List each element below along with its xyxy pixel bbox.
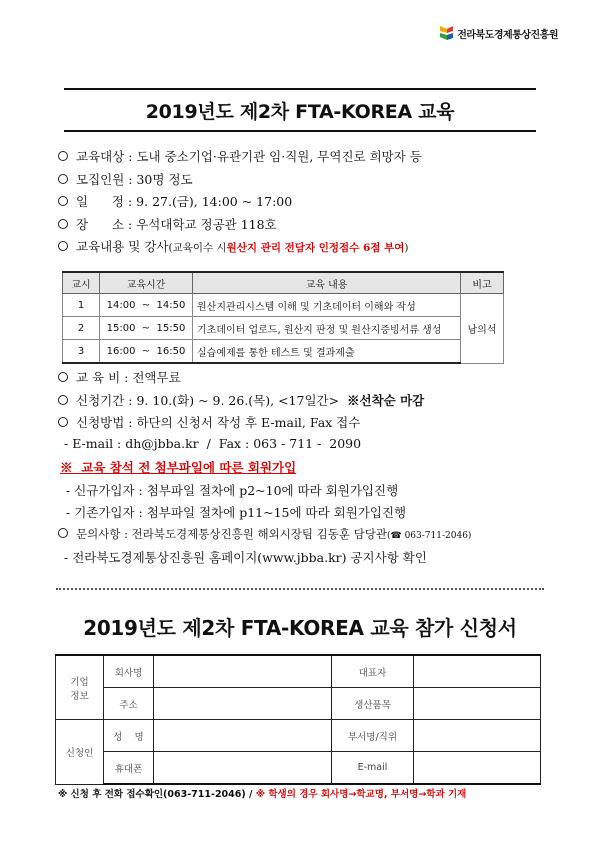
title-rule-bottom <box>64 130 536 132</box>
header-remark: 비고 <box>461 272 504 294</box>
table-row <box>56 720 541 752</box>
date-label: 일 정 <box>76 194 124 209</box>
inquiry-phone: (☎ 063-711-2046) <box>387 530 472 541</box>
name-field[interactable] <box>154 720 332 752</box>
period-cell: 3 <box>63 340 100 364</box>
dotted-divider <box>56 588 544 590</box>
website-row <box>56 548 556 571</box>
dept-field[interactable] <box>414 720 541 752</box>
address-label: 주소 <box>104 688 154 720</box>
first-come-note: ※선착순 마감 <box>347 392 425 408</box>
content-note-suffix: ) <box>404 242 409 254</box>
email-label: E-mail <box>332 752 414 785</box>
header-period: 교시 <box>63 272 100 294</box>
fee-value: 전액무료 <box>132 370 181 385</box>
membership-header-row <box>56 458 556 481</box>
table-row <box>63 294 504 317</box>
method-value: 하단의 신청서 작성 후 E-mail, Fax 접수 <box>136 415 361 430</box>
target-value: 도내 중소기업·유관기관 임·직원, 무역진로 희망자 등 <box>136 149 422 164</box>
bullet-circle-icon <box>58 241 68 251</box>
application-form-table <box>55 654 541 785</box>
target-label: 교육대상 <box>76 149 125 164</box>
mobile-label: 휴대폰 <box>104 752 154 785</box>
existing-member-row <box>56 503 556 526</box>
contact-row <box>56 436 556 459</box>
form-title: 2019년도 제2차 FTA-KOREA 교육 참가 신청서 <box>83 616 517 640</box>
schedule-header-row <box>63 272 504 294</box>
title-block <box>64 88 536 132</box>
time-cell: 16:00 ~ 16:50 <box>100 340 193 364</box>
content-label: 교육내용 및 강사 <box>76 239 169 254</box>
content-cell: 실습예제를 통한 테스트 및 결과제출 <box>193 340 461 364</box>
company-group-line2: 정보 <box>70 690 89 702</box>
footnote <box>58 786 466 800</box>
mobile-field[interactable] <box>154 752 332 785</box>
bullet-circle-icon <box>58 196 68 206</box>
bullet-circle-icon <box>58 417 68 427</box>
place-row: 장 소 : 우석대학교 정공관 118호 <box>56 215 556 238</box>
period-row: 신청기간 : 9. 10.(화) ~ 9. 26.(목), <17일간> ※선착순 마감 <box>56 391 556 414</box>
header-time: 교육시간 <box>100 272 193 294</box>
bullet-circle-icon <box>58 528 68 538</box>
applicant-group-label: 신청인 <box>56 720 104 785</box>
header-content: 교육 내용 <box>193 272 461 294</box>
period-cell: 2 <box>63 317 100 340</box>
inquiry-row: 문의사항 : 전라북도경제통상진흥원 해외시장팀 김동훈 담당관 (☎ 063-711-2046) <box>56 526 556 549</box>
organization-logo <box>438 24 558 42</box>
remark-cell: 남의석 <box>461 294 504 364</box>
company-name-label: 회사명 <box>104 655 154 688</box>
ceo-field[interactable] <box>414 655 541 688</box>
table-row <box>56 688 541 720</box>
logo-mark-icon <box>438 24 454 42</box>
recruit-value: 30명 정도 <box>136 171 193 187</box>
time-cell: 14:00 ~ 14:50 <box>100 294 193 317</box>
fee-row: 교 육 비 : 전액무료 <box>56 368 556 391</box>
schedule-table <box>62 271 504 364</box>
existing-member-text: - 기존가입자 : 첨부파일 절차에 p11~15에 따라 회원가입진행 <box>66 505 407 520</box>
content-note-prefix: (교육이수 시 <box>168 242 227 254</box>
date-value: 9. 27.(금), 14:00 ~ 17:00 <box>136 194 293 209</box>
content-row <box>56 237 556 260</box>
website-notice: - 전라북도경제통상진흥원 홈페이지(www.jbba.kr) 공지사항 확인 <box>64 550 427 565</box>
table-row <box>63 317 504 340</box>
method-row: 신청방법 : 하단의 신청서 작성 후 E-mail, Fax 접수 <box>56 413 556 436</box>
recruit-label: 모집인원 <box>76 171 125 187</box>
company-group-line1: 기업 <box>70 676 89 688</box>
address-field[interactable] <box>154 688 332 720</box>
bullet-circle-icon <box>58 174 68 184</box>
period-value: 9. 10.(화) ~ 9. 26.(목), <17일간> <box>136 392 340 408</box>
logo-text: 전라북도경제통상진흥원 <box>457 29 558 41</box>
production-label: 생산품목 <box>332 688 414 720</box>
new-member-text: - 신규가입자 : 첨부파일 절차에 p2~10에 따라 회원가입진행 <box>66 482 399 498</box>
email-fax-contact: - E-mail : dh@jbba.kr / Fax : 063 - 711 - 2090 <box>64 435 362 451</box>
bullet-circle-icon <box>58 219 68 229</box>
table-row <box>63 340 504 364</box>
email-field[interactable] <box>414 752 541 785</box>
place-value: 우석대학교 정공관 118호 <box>136 216 277 232</box>
content-note-highlight: 원산지 관리 전담자 인정점수 6점 부여 <box>226 242 405 254</box>
company-group-label <box>56 655 104 720</box>
name-label: 성 명 <box>104 720 154 752</box>
time-cell: 15:00 ~ 15:50 <box>100 317 193 340</box>
place-label: 장 소 <box>76 216 124 232</box>
method-label: 신청방법 <box>76 415 125 430</box>
recruit-row: 모집인원 : 30명 정도 <box>56 170 556 193</box>
date-row: 일 정 : 9. 27.(금), 14:00 ~ 17:00 <box>56 192 556 215</box>
new-member-row <box>56 481 556 504</box>
company-name-field[interactable] <box>154 655 332 688</box>
inquiry-value: 전라북도경제통상진흥원 해외시장팀 김동훈 담당관 <box>131 526 387 541</box>
period-label: 신청기간 <box>76 392 125 408</box>
content-cell: 원산지관리시스템 이해 및 기초데이터 이해와 작성 <box>193 294 461 317</box>
page-title: 2019년도 제2차 FTA-KOREA 교육 <box>145 101 455 123</box>
membership-header: ※ 교육 참석 전 첨부파일에 따른 회원가입 <box>60 460 297 475</box>
inquiry-label: 문의사항 <box>76 526 121 541</box>
details-section <box>56 368 556 571</box>
content-cell: 기초데이터 업로드, 원산지 판정 및 원산지증빙서류 생성 <box>193 317 461 340</box>
info-section <box>56 147 556 260</box>
fee-label: 교 육 비 <box>76 370 121 385</box>
footnote-confirm: ※ 신청 후 전화 접수확인(063-711-2046) / <box>58 789 256 800</box>
ceo-label: 대표자 <box>332 655 414 688</box>
footnote-student: ※ 학생의 경우 회사명→학교명, 부서명→학과 기재 <box>255 789 467 800</box>
bullet-circle-icon <box>58 395 68 405</box>
period-cell: 1 <box>63 294 100 317</box>
bullet-circle-icon <box>58 151 68 161</box>
production-field[interactable] <box>414 688 541 720</box>
table-row <box>56 752 541 785</box>
target-row: 교육대상 : 도내 중소기업·유관기관 임·직원, 무역진로 희망자 등 <box>56 147 556 170</box>
table-row <box>56 655 541 688</box>
dept-label: 부서명/직위 <box>332 720 414 752</box>
bullet-circle-icon <box>58 372 68 382</box>
